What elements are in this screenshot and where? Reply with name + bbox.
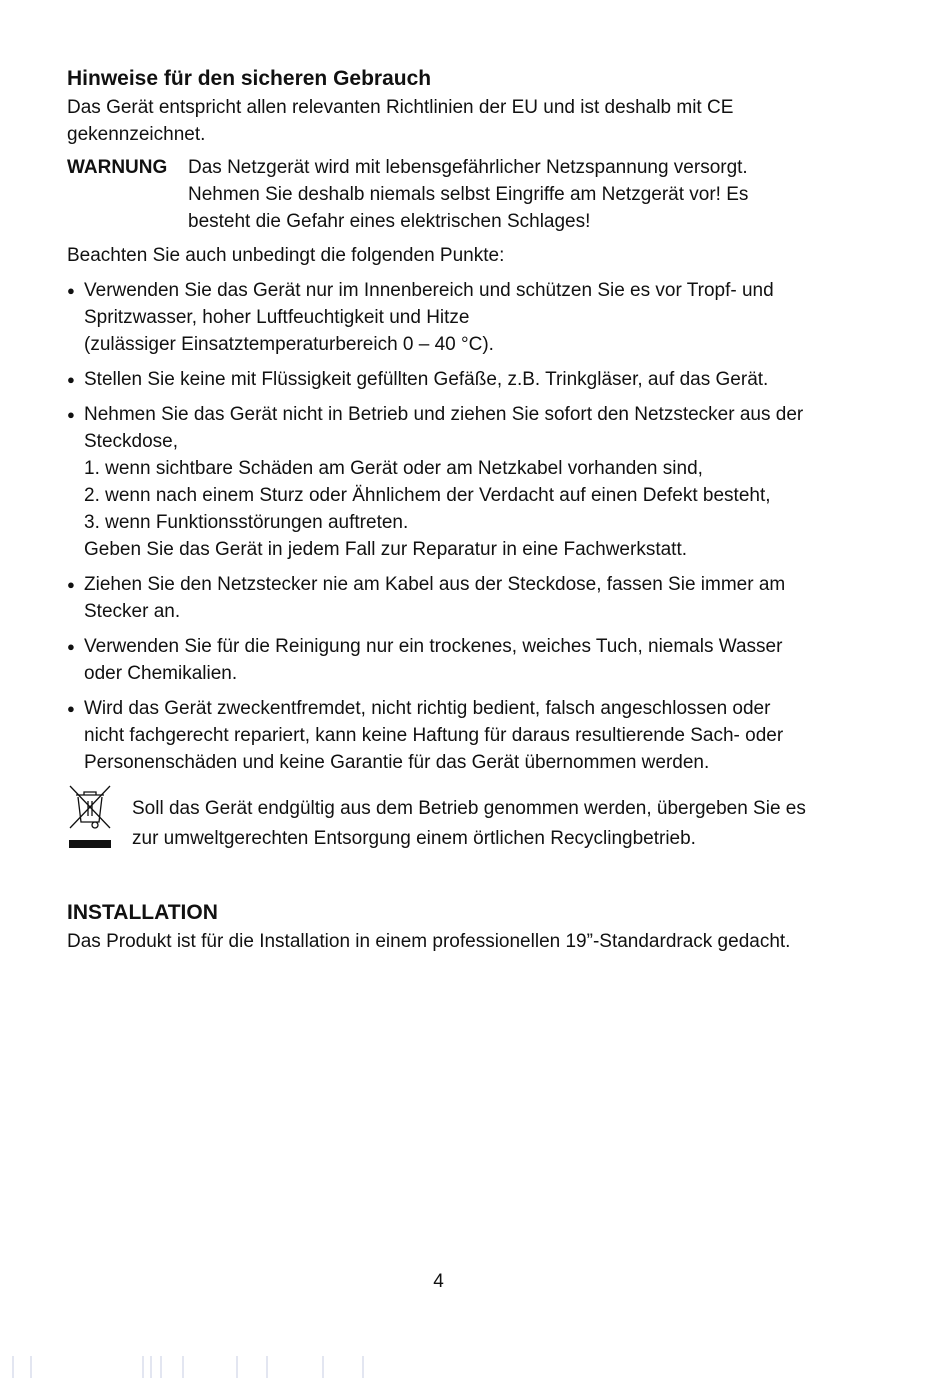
- disposal-block: [67, 784, 812, 858]
- list-item: [67, 366, 812, 393]
- bullet-text: Nehmen Sie das Gerät nicht in Betrieb und ziehen Sie sofort den Netzstecker aus der Steckdose,: [84, 404, 804, 452]
- page-number: 4: [433, 1271, 444, 1292]
- bullet-icon: ●: [67, 701, 75, 716]
- list-item: [67, 401, 812, 563]
- crossed-out-wheelie-bin-icon: [67, 784, 132, 858]
- list-item: [67, 277, 812, 358]
- safety-intro: Das Gerät entspricht allen relevanten Richtlinien der EU und ist deshalb mit CE gekennzeichnet.: [67, 97, 734, 145]
- warning-label: WARNUNG: [67, 157, 168, 178]
- bullet-icon: ●: [67, 639, 75, 654]
- bullet-subline: 2. wenn nach einem Sturz oder Ähnlichem der Verdacht auf einen Defekt besteht,: [84, 485, 771, 506]
- installation-section: [67, 898, 812, 955]
- installation-heading: INSTALLATION: [67, 901, 218, 924]
- bullet-icon: ●: [67, 283, 75, 298]
- installation-text: Das Produkt ist für die Installation in einem professionellen 19”-Standardrack gedacht.: [67, 931, 791, 952]
- list-item: [67, 571, 812, 625]
- bullet-subline: 3. wenn Funktionsstörungen auftreten.: [84, 512, 409, 533]
- warning-block: [67, 154, 812, 235]
- bullet-text: Stellen Sie keine mit Flüssigkeit gefüllten Gefäße, z.B. Trinkgläser, auf das Gerät.: [84, 369, 769, 390]
- list-item: [67, 633, 812, 687]
- bullet-subline: Geben Sie das Gerät in jedem Fall zur Reparatur in eine Fachwerkstatt.: [84, 539, 688, 560]
- page-content: [67, 64, 812, 955]
- bullet-icon: ●: [67, 577, 75, 592]
- bullet-subline: 1. wenn sichtbare Schäden am Gerät oder am Netzkabel vorhanden sind,: [84, 458, 703, 479]
- warning-text: Das Netzgerät wird mit lebensgefährlicher Netzspannung versorgt. Nehmen Sie deshalb niemals selbst Eingriffe am Netzgerät vor! Es besteht die Gefahr eines elektrischen Schlages!: [188, 157, 749, 232]
- scan-artifacts: [10, 1356, 410, 1380]
- list-item: [67, 695, 812, 776]
- bullet-text: Wird das Gerät zweckentfremdet, nicht richtig bedient, falsch angeschlossen oder nicht fachgerecht repariert, kann keine Haftung für daraus resultierende Sach- oder Personenschäden und keine Garantie für das Gerät übernommen werden.: [84, 698, 784, 773]
- disposal-text: Soll das Gerät endgültig aus dem Betrieb genommen werden, übergeben Sie es zur umweltgerechten Entsorgung einem örtlichen Recyclingbetrieb.: [132, 798, 806, 849]
- bullet-text: Ziehen Sie den Netzstecker nie am Kabel aus der Steckdose, fassen Sie immer am Stecker an.: [84, 574, 786, 622]
- bullet-text: Verwenden Sie das Gerät nur im Innenbereich und schützen Sie es vor Tropf- und Spritzwasser, hoher Luftfeuchtigkeit und Hitze: [84, 280, 774, 328]
- bullet-subline: (zulässiger Einsatztemperaturbereich 0 – 40 °C).: [84, 334, 494, 355]
- bullet-text: Verwenden Sie für die Reinigung nur ein trockenes, weiches Tuch, niemals Wasser oder Chemikalien.: [84, 636, 783, 684]
- bullet-icon: ●: [67, 407, 75, 422]
- safety-heading: Hinweise für den sicheren Gebrauch: [67, 67, 432, 90]
- bullet-icon: ●: [67, 372, 75, 387]
- bullet-lead: Beachten Sie auch unbedingt die folgenden Punkte:: [67, 245, 505, 266]
- safety-bullet-list: [67, 277, 812, 776]
